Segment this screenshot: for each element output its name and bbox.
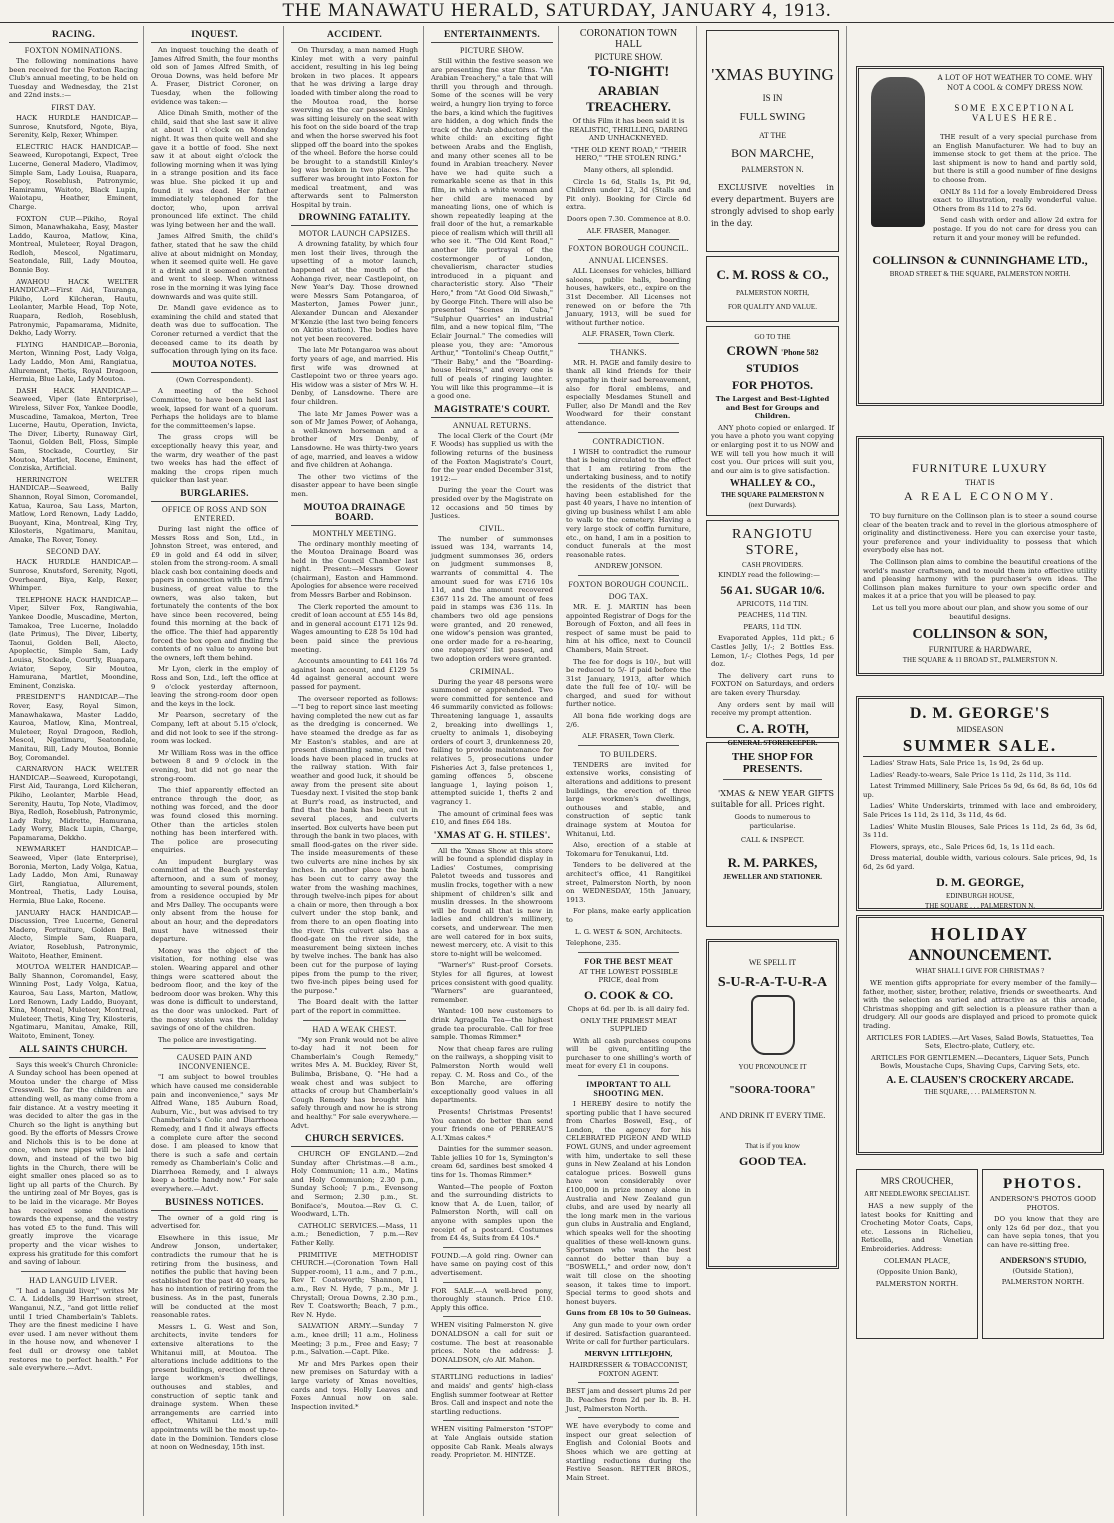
racing-heading: RACING. [9, 30, 138, 43]
column-7 [849, 26, 1111, 1516]
ad-text: Many others, all splendid. [583, 165, 674, 174]
ad-text: JEWELLER AND STATIONER. [722, 872, 823, 881]
article-paragraph: The thief apparently effected an entrance through the door, as nothing was forced, and the door was found closed this morning. Other than the articles stolen nothing has been interfered with. The police are prosecuting enquiries. [151, 786, 278, 855]
divider [443, 1368, 541, 1369]
ad-text: GO TO THE [754, 333, 791, 341]
article-paragraph: Money was the object of the visitation, for nothing else was stolen. Wearing apparel and other things were scattered about the bedroom floor, and the key of the bedroom door was broken. Why this was done is difficult to understand, as the door was unlocked. Part of the money stolen was the holiday savings of one of the children. [151, 946, 278, 1033]
article-paragraph: James Alfred Smith, the child's father, stated that he saw the child alive at about midnight on Monday, when it seemed quite well. He gave it a drink and it seemed contented and went to sleep. When witness rose in the morning it was lying face downwards and was quite still. [151, 232, 278, 301]
contradiction-heading: CONTRADICTION. [592, 436, 665, 446]
drowning-heading: DROWNING FATALITY. [291, 213, 418, 226]
race-entry: TELEPHONE HACK HANDICAP.—Viper, Silver Fox, Rangiwahia, Yankee Doodle, Muscadine, Merton, Tamakoa, Tree Lucerne, Inoladdo (late Primus), The Diver, Liberty, Taonui, Golden Bell, Alecto, Apoplectic, Simple Sam, Lady Louisa, Stockade, Courtly, Ruapara, Aviator, Sepoy, Sir Moutoa, Hamurana, Martlet, Moondine, Eminent, Conziska. [9, 595, 138, 690]
ad-text: ARTICLES FOR GENTLEMEN.—Decanters, Liquer Sets, Punch Bowls, Moustache Cups, Shaving Cups, Carving Sets, etc. [870, 1053, 1090, 1071]
ad-text: THE result of a very special purchase from an English Manufacturer. We had to buy an immense stock to get them at the price. The last shipment is now to hand and partly sold, but there is still a good number of fine designs to choose from. [933, 133, 1097, 184]
ad-text: (Opposite Union Bank), [876, 1268, 958, 1277]
article-paragraph: The other two victims of the disaster appear to have been single men. [291, 472, 418, 498]
ad-text: Ladies' Ready-to-wears, Sale Price 1s 11d, 2s 11d, 3s 11d. [870, 770, 1072, 779]
article-paragraph: CATHOLIC SERVICES.—Mass, 11 a.m.; Benediction, 7 p.m.—Rev Father Kelly. [291, 1221, 418, 1248]
divider [578, 1075, 679, 1076]
dress-illustration-wrap [863, 73, 933, 245]
dress-ad-text [933, 73, 1097, 245]
article-paragraph: The Board dealt with the latter part of the report in committee. [291, 998, 418, 1015]
ad-text: THE SQUARE . . . PALMERSTON N. [924, 901, 1036, 910]
race-entry: CARNARVON HACK WELTER HANDICAP.—Seaweed, Kuropotangi, First Aid, Tauranga, Lord Kilcheran, Pikiho, Leolanter, Marble Head, Serenity, Hautu, Top Note, Vladimov, Biya, Redloh, Roseblush, Patronymic, Lady Ruby, Midrette, Hamurana, Lady Worry, Black Lupin, Charge, Papamarama, Dekkho. [9, 765, 138, 842]
divider [578, 1382, 679, 1383]
ad-text: Doors open 7.30. Commence at 8.0. [566, 214, 691, 223]
holiday-title: HOLIDAY [930, 924, 1030, 944]
ad-text: ONLY 8s 11d for a lovely Embroidered Dress exact to illustration, really wonderful value. Others from 8s 11d to 27s 6d. [933, 187, 1097, 213]
foxton-nominations-heading: FOXTON NOMINATIONS. [24, 46, 123, 55]
column-4 [426, 26, 559, 1516]
ad-text: "THE OLD KENT ROAD," "THEIR HERO," "THE STOLEN RING." [570, 145, 687, 163]
race-entry: NEWMARKET HANDICAP.—Seaweed, Viper (late Enterprise), Boronia, Merton, Lady Volga, Katua, Lady Laddo, Mon Ami, Runaway Girl, Rangiatua, Allurement, Montreal, Thetis, Lady Louisa, Hermia, Blue Lake, Rocene. [9, 845, 138, 906]
race-entry: ELECTRIC HACK HANDICAP.—Seaweed, Kuropotangi, Expect, Tree Lucerne, General Madero, Vladimov, Simple Sam, Lady Louisa, Ruapara, Sepoy, Roseblush, Patronymic, Hamiramu, Waitoto, Black Lupin, Waiotapu, Heather, Eminent, Charge. [9, 142, 138, 211]
article-paragraph: Wanted: 100 new customers to drink Agragella Tea—the highest grade tea procurable. Call for free sample. Thomas Rimmer.* [431, 1007, 553, 1042]
ad-text: Tenders to be delivered at the architect's office, 41 Rangitikei street, Palmerston North, by noon on WEDNESDAY, 15th January, 1913. [566, 861, 691, 904]
ad-text: PEARS, 11d TIN. [743, 622, 802, 631]
article-paragraph: The late Mr James Power was a son of Mr James Power, of Aohanga, a well-known horseman and a brother of Mrs Denby, of Lansdowne. He was thirty-two years of age, married, and leaves a widow and five children at Aohanga. [291, 409, 418, 470]
suratura-tea-ad [706, 939, 839, 1269]
nominations-intro: The following nominations have been received for the Foxton Racing Club's annual meeting, to be held on Tuesday and Wednesday, the 21st and 22nd insts.:— [9, 57, 138, 100]
ad-text: With all cash purchases coupons will be given, entitling the purchaser to one shilling's worth of meat for every £1 in coupons. [566, 1036, 691, 1071]
ad-text: HAS a new supply of the latest books for Knitting and Crocheting Motor Coats, Caps, etc. Lessons in Richelieu, Reticella, and Venetian Embroideries. Address: [861, 1202, 973, 1253]
drainage-subheading: MONTHLY MEETING. [312, 528, 397, 538]
ad-text: YOU PRONOUNCE IT [738, 1063, 807, 1071]
second-day-heading: SECOND DAY. [46, 547, 101, 557]
ad-text: Ladies' Straw Hats, Sale Price 1s, 1s 9d, 2s 6d up. [870, 759, 1044, 767]
article-paragraph: The owner of a gold ring is advertised for. [151, 1213, 278, 1231]
column-1 [4, 26, 144, 1516]
civil-subheading: CIVIL. [479, 523, 505, 533]
race-entry: FOXTON CUP.—Pikiho, Royal Simon, Manawhakaha, Easy, Master Laddo, Kauroa, Matlow, Kina, Montreal, Muleteer, Royal Dragon, Redloh, Mescol, Ngatimaru, Seatondale, Rill, Lady Moutoa, Bonnie Boy. [9, 214, 138, 275]
croucher-name: MRS CROUCHER, [880, 1176, 954, 1186]
ad-text: Evaporated Apples, 11d pkt.; 6 Castles Jelly, 1/-; 2 Bottles Ess. Lemon, 1/-; Clothes Pegs, 1d per doz. [711, 634, 834, 669]
article-paragraph: The Clerk reported the amount to credit of loan account at £55 14s 8d, and in general account £171 12s 9d. Wages amounting to £28 5s 10d had been paid since the previous meeting. [291, 602, 418, 654]
ad-text: GOOD TEA. [738, 1154, 807, 1168]
article-paragraph: An impudent burglary was committed at the Beach yesterday afternoon, and a sum of money, amounting to several pounds, stolen from a residence occupied by Mr and Mrs Dalley. The occupants were only absent from the house for about an hour, and the depredators must have witnessed their departure. [151, 857, 278, 944]
ad-text: FURNITURE & HARDWARE, [928, 645, 1032, 655]
ad-text: "SOORA-TOORA" [729, 1085, 816, 1096]
ad-text: A REAL ECONOMY. [903, 489, 1056, 503]
article-paragraph: All the 'Xmas Show at this store will be found a splendid display in Ladies' Costumes, comprising Paletot tweeds and tussores and muslin frocks, together with a new shipment of children's silk and muslin dresses. In the showroom will be found all that is new in ladies and children's millinery, corsets, and underwear. The men are well catered for in box suits, newest mercery, etc. A visit to this store to-night will be welcomed. [431, 846, 553, 958]
ad-text: APRICOTS, 11d TIN. [736, 599, 809, 608]
ad-text: THE SQUARE & 11 BROAD ST., PALMERSTON N. [902, 656, 1058, 665]
ad-text: THE SQUARE PALMERSTON N [720, 491, 824, 500]
ad-text: I HEREBY desire to notify the sporting public that I have secured from Charles Boswell, Esq., of London, the agency for his CELEBRATED PIGEON AND WILD FOWL GUNS, and under agreement with him, undertake to sell these guns in New Zealand at his London catalogue prices. Boswell guns have won considerably over £100,000 in prize money alone in Australia and New Zealand gun clubs, and are used by nearly all the long mark men in the various gun clubs in Australia and England, which speaks well for the shooting qualities of these well-known guns. Sportsmen who want the best cannot do better than buy a "BOSWELL," and order now, don't wait till close on the shooting season, it takes time to import. Special terms to good shots and honest buyers. [566, 1100, 691, 1306]
article-paragraph: Now that cheap fares are ruling on the railways, a shopping visit to Palmerston North would well repay. C. M. Ross and Co., of the Bon Marche, are offering exceptionally good values in all departments. [431, 1044, 553, 1105]
dress-illustration-icon [871, 77, 925, 227]
divider [443, 1420, 541, 1421]
first-day-heading: FIRST DAY. [51, 102, 96, 112]
dm-george-name: D. M. GEORGE, [936, 874, 1024, 889]
xmas-buying-title: 'XMAS BUYING [711, 65, 834, 84]
ad-text: EDINBURGH HOUSE, [945, 891, 1015, 900]
ad-text: ONLY THE PRIMEST MEAT SUPPLIED [580, 1016, 677, 1034]
ad-text: (next Durwards). [748, 501, 797, 510]
coronation-picture-show: PICTURE SHOW. [594, 52, 663, 62]
annual-returns-subheading: ANNUAL RETURNS. [452, 420, 532, 430]
article-paragraph: "I am subject to bowel troubles which have caused me considerable pain and inconvenience," says Mr Alfred Wane, 185 Auburn Road, Auburn, Vic., but was advised to try Chamberlain's Colic and Diarrhoea Remedy, and I find it always effects a complete cure after the second dose. I am pleased to know that there is such a safe and certain remedy as Chamberlain's Colic and Diarrhoea Remedy, and I always keep a bottle handy now." For sale everywhere.—Advt. [151, 1073, 278, 1194]
article-paragraph: An inquest touching the death of James Alfred Smith, the four months old son of James Alfred Smith, of Oroua Downs, was held before Mr A. Fraser, District Coroner, on Tuesday, when the following evidence was taken:— [151, 46, 278, 106]
clausen-name: A. E. CLAUSEN'S CROCKERY ARCADE. [886, 1074, 1074, 1086]
clausen-arcade-ad [856, 915, 1104, 1155]
divider [578, 343, 679, 344]
ad-text: FOR QUALITY AND VALUE. [728, 303, 817, 311]
divider [443, 1282, 541, 1283]
ad-text: Telephone, 235. [566, 939, 621, 948]
moutoa-notes-heading: MOUTOA NOTES. [151, 360, 278, 373]
cook-co-name: O. COOK & CO. [584, 987, 673, 1002]
ad-text: Ladies' White Underskirts, trimmed with lace and embroidery, Sale Prices 1s 11d, 2s 11d, 3s 11d, 4s 6d. [863, 802, 1097, 819]
race-entry: JANUARY HACK HANDICAP.—Discussion, Tree Lucerne, General Madero, Fortraiture, Golden Bell, Alecto, Simple Sam, Ruapara, Aviator, Roseblush, Patronymic, Waitoto, Heather, Eminent. [9, 908, 138, 960]
divider [578, 575, 679, 576]
crown-phone: 'Phone 582 [780, 348, 819, 357]
race-entry: PRESIDENT'S HANDICAP.—The Rover, Easy, Royal Simon, Manawhakawa, Master Laddo, Kauroa, Matlow, Kina, Montreal, Muleteer, Royal Dragoon, Redloh, Mescol, Ngatimaru, Seatondale, Manitau, Rill, Lady Moutoa, Bonnie Boy, Coromandel. [9, 693, 138, 762]
ad-text: Send cash with order and allow 2d extra for postage. If you do not care for dress you can return it and your money will be refunded. [933, 216, 1097, 242]
divider [578, 952, 679, 953]
picture-show-subheading: PICTURE SHOW. [459, 46, 525, 55]
race-entry: HERRINGTON WELTER HANDICAP.—Seaweed, Bally Shannon, Royal Simon, Coromandel, Katua, Kauroa, Sau Lass, Marton, Matlow, Lord Renown, Lady Laddo, Buoyant, Kina, Montreal, King Try, Kilosteris, Ngatimaru, Manitau, Amake, The Rover, Toney. [9, 475, 138, 544]
article-paragraph: The overseer reported as follows:—"I beg to report since last meeting having completed the new cut as far as the dredging is concerned. We have steamed the dredge as far as Mr Easton's stables, and are at present dismantling same, and two loads have been placed in trucks at the railway station. With fair weather and good luck, it should be away from the present site about Tuesday next. I visited the stop bank at Burr's road, as instructed, and find that the bank has been cut in several places, and culverts inserted. Box culverts have been put through the bank in two places, with small flood-gates on the river side. The inside measurements of these two culverts are nine inches by six inches. In another place the bank has been cut to carry away the water from the washing machines, through twelve-inch pipes for about a chain or more, then through a box culvert under the stop bank, and from there to an open floating into the river. This culvert also has a flood-gate on the river side, the measurement being sixteen inches by twelve inches. The bank has also been cut for the purpose of laying pipes from the pump to the river, two five-inch pipes being used for the purpose." [291, 694, 418, 995]
divider [443, 1316, 541, 1317]
ad-text: ART NEEDLEWORK SPECIALIST. [864, 1190, 970, 1198]
parkes-ad [706, 742, 839, 927]
ad-text: PEACHES, 11d TIN. [737, 611, 808, 620]
race-entry: DASH HACK HANDICAP.—Seaweed, Viper (late Enterprise), Wireless, Silver Fox, Yankee Doodle, Muscadine, Tamakoa, Merton, Tree Lucerne, Hautu, Operation, Invicta, The Diver, Liberty, Runaway Girl, Taonui, Golden Bell, Floss, Simple Sam, Stockade, Courtley, Sir Moutoa, Martlet, Rocene, Eminent, Conziska, Artificial. [9, 386, 138, 473]
best-meat-heading: FOR THE BEST MEAT [584, 956, 673, 966]
croucher-ad [856, 1169, 978, 1339]
article-paragraph: CHURCH OF ENGLAND.—2nd Sunday after Christmas.—8 a.m., Holy Communion; 11 a.m., Matins and Holy Communion; 2.30 p.m., Sunday School; 7 p.m., Evensong and Sermon; 2.30 p.m., St. Boniface's, Moutoa.—Rev G. C. Woodward, L.Th. [291, 1150, 418, 1219]
ad-text: CASH PROVIDERS. [741, 561, 804, 569]
ad-text: PALMERSTON NORTH, [735, 289, 810, 297]
all-saints-heading: ALL SAINTS CHURCH. [9, 1045, 138, 1058]
inquest-heading: INQUEST. [151, 30, 278, 43]
church-services-heading: CHURCH SERVICES. [291, 1134, 418, 1147]
ad-text: A LOT OF HOT WEATHER TO COME. WHY NOT A COOL & COMFY DRESS NOW. [937, 74, 1093, 92]
magistrates-court-heading: MAGISTRATE'S COURT. [431, 405, 553, 418]
shooting-men-heading: IMPORTANT TO ALL SHOOTING MEN. [586, 1080, 671, 1099]
article-paragraph: Mr Pearson, secretary of the Company, left at about 5.15 o'clock, and did not look to see if the strong-room was locked. [151, 711, 278, 746]
article-paragraph: Mr Lyon, clerk in the employ of Ross and Son, Ltd., left the office at 9 o'clock yesterday afternoon, leaving the strong-room door open and the keys in the lock. [151, 665, 278, 708]
divider [578, 745, 679, 746]
collinson-cunninghame-ad [856, 66, 1104, 406]
furniture-title: FURNITURE LUXURY [912, 461, 1048, 475]
annual-licenses-heading: ANNUAL LICENSES. [588, 256, 669, 266]
ad-signature: ALF. FRASER, Manager. [586, 226, 671, 235]
ad-text: For plans, make early application to [566, 907, 691, 924]
business-notices-heading: BUSINESS NOTICES. [151, 1198, 278, 1211]
coronation-hall-title: CORONATION TOWN HALL [579, 28, 678, 50]
dress-ad-body [863, 73, 1097, 245]
ad-text: STUDIOS [746, 361, 799, 375]
divider [578, 1417, 679, 1418]
ad-text: BROAD STREET & THE SQUARE, PALMERSTON NORTH. [889, 270, 1071, 279]
announcement-title: ANNOUNCEMENT. [908, 947, 1052, 964]
ad-text: Ladies' White Muslin Blouses, Sale Prices 1s 11d, 2s 6d, 3s 6d, 3s 11d. [863, 822, 1097, 840]
masthead: THE MANAWATU HERALD, SATURDAY, JANUARY 4, 1913. [0, 0, 1114, 23]
borough-council-heading: FOXTON BOROUGH COUNCIL. [568, 579, 689, 589]
article-paragraph: On Thursday, a man named Hugh Kinley met with a very painful accident, resulting in his leg being broken in two places. It appears that he was driving a large dray loaded with timber along the road to the Moutoa road, the horse swerving as the car passed. Kinley was sitting leisurely on the seat with his foot on the side board of the trap and when the horse swerved his foot slipped off the board into the spokes of the wheel. Before the horse could be brought to a standstill Kinley's leg was broken in two places. The sufferer was brought into Foxton for medical treatment, and was afterwards sent to Palmerston Hospital by train. [291, 46, 418, 209]
ad-text: MIDSEASON [956, 725, 1004, 734]
photos-title: PHOTOS. [1003, 1176, 1083, 1192]
article-paragraph: Accounts amounting to £41 16s 7d against loan account, and £129 5s 4d against general account were passed for payment. [291, 657, 418, 691]
ad-text: That is if you know [745, 1142, 800, 1150]
ad-text: DO you know that they are only 12s 6d per doz., that you can have sepia tones, that you can have re-sitting free. [987, 1215, 1099, 1249]
classified-ad: WHEN visiting Palmerston N. give DONALDSON a call for suit or costume. The best at reasonable prices. Note the address: J. DONALDSON, c/o Alf. Mahon. [431, 1321, 553, 1364]
ad-text: Chops at 6d. per lb. is all dairy fed. [567, 1004, 690, 1013]
rangiotu-name: RANGIOTU STORE, [731, 527, 814, 558]
ad-text: Latest Trimmed Millinery, Sale Prices 5s 9d, 6s 6d, 8s 6d, 10s 6d up. [863, 782, 1097, 799]
ad-text: ANDERSON'S PHOTOS GOOD PHOTOS. [989, 1195, 1097, 1212]
article-paragraph: Mr William Ross was in the office between 8 and 9 o'clock in the evening, but did not go near the strong-room. [151, 748, 278, 783]
article-paragraph: The number of summonses issued was 134, warrants 14, judgment summonses 36, orders on judgment summonses 8, warrants of committal 4. The amount sued for was £716 10s 11d, and the amount recovered £367 11s 2d. The amount of fees paid in stamps was £36 11s. In chambers two old age pensions were granted, and 20 renewed, one widow's pension was granted, one order made for a re-hearing, one ratepayers' list passed, and two adoption orders were granted. [431, 534, 553, 663]
dog-tax-heading: DOG TAX. [608, 591, 649, 601]
ad-text: EXCLUSIVE novelties in every department. Buyers are strongly advised to shop early in the day. [711, 183, 834, 228]
race-entry: AWAHOU HACK WELTER HANDICAP.—First Aid, Tauranga, Pikiho, Lord Kilcheran, Hautu, Leolanter, Marble Head, Top Note, Ruapara, Redloh, Roseblush, Patronymic, Papamarama, Midnite, Dekho, Lady Worry. [9, 277, 138, 338]
ad-text: 'XMAS & NEW YEAR GIFTS suitable for all. Prices right. [711, 789, 834, 809]
article-paragraph: Wanted—The people of Foxton and the surrounding districts to know that A. de Luen, tailor, of Palmerston North, will call on anyone with samples upon the receipt of a postcard. Costumes from £4 4s, Suits from £4 10s.* [431, 1182, 553, 1243]
ad-text: KINDLY read the following:— [718, 571, 820, 579]
article-paragraph: The local Clerk of the Court (Mr F. Woods) has supplied us with the following returns of the business of the Foxton Magistrate's Court, for the year ended December 31st, 1912:— [431, 431, 553, 483]
bottom-ads-row [854, 1165, 1106, 1343]
ad-text: WHAT SHALL I GIVE FOR CHRISTMAS ? [915, 967, 1045, 975]
classified-ad: FOR SALE.—A well-bred pony, thoroughly staunch. Price £10. Apply this office. [431, 1286, 553, 1312]
classified-ad: FOUND.—A gold ring. Owner can have same on paying cost of this advertisement. [431, 1251, 553, 1277]
ad-text: TO buy furniture on the Collinson plan is to steer a sound course clear of the beaten track and to revel in the glorious atmosphere of originality and distinctiveness. Here you can exercise your taste, your preference and your individuality to possess that which everybody else has not. [863, 512, 1097, 555]
race-entry: FLYING HANDICAP.—Boronia, Merton, Winning Post, Lady Volga, Lady Laddo, Mon Ami, Rangiatua, Allurement, Thetis, Royal Dragoon, Hermia, Blue Lake, Lady Moutoa. [9, 340, 138, 384]
ad-text: Any gun made to your own order if desired. Satisfaction guaranteed. Write or call for further particulars. [566, 1320, 691, 1347]
ad-text: FOR PHOTOS. [731, 378, 814, 392]
ad-text: CALL & INSPECT. [740, 836, 805, 845]
xmas-stiles-heading: 'XMAS AT G. H. STILES'. [431, 831, 553, 844]
ad-text: THE SQUARE, . . . PALMERSTON N. [924, 1087, 1036, 1096]
accident-heading: ACCIDENT. [291, 30, 418, 43]
dm-george-title: D. M. GEORGE'S [909, 705, 1051, 722]
ad-text: ANY photo copied or enlarged. If you have a photo you want copying or enlarging post it to us NOW and WE will tell you how much it will cost you. Our prices will suit you, and our aim is to give satisfaction. [711, 423, 834, 475]
to-builders-heading: TO BUILDERS. [599, 749, 658, 759]
summer-sale-title: SUMMER SALE. [863, 736, 1097, 757]
ad-signature: L. G. WEST & SON, Architects. [574, 927, 683, 936]
divider [303, 1020, 406, 1021]
article-paragraph: Alice Dinah Smith, mother of the child, said that she last saw it alive at about 11 o'clock on Monday night. It was then quite well and she gave it a bottle of food. She next saw it at about eight o'clock the following morning when it was lying in a strange position and its face was blue. She picked it up and found it was dead. Her father immediately telephoned for the doctor, who, upon arrival pronounced life extinct. The child was lying between her and the wall. [151, 109, 278, 229]
race-entry: HACK HURDLE HANDICAP.—Sunrose, Knutsford, Ngote, Biya, Serenity, Kelp, Rexer, Whimper. [9, 113, 138, 140]
ad-text: WE SPELL IT [748, 958, 797, 967]
caused-pain-heading: CAUSED PAIN AND INCONVENIENCE. [176, 1053, 253, 1072]
ad-text: IS IN [762, 93, 783, 103]
ross-co-ad [706, 256, 839, 322]
ad-text: Dress material, double width, various colours. Sale prices, 9d, 1s 6d, 2s 6d yard. [863, 854, 1097, 871]
ad-text: GENERAL STOREKEEPER. [727, 738, 818, 747]
collinson-son-name: COLLINSON & SON, [912, 627, 1048, 643]
ad-text: Guns from £8 10s to 50 Guineas. [566, 1309, 692, 1318]
ad-text: AT THE LOWEST POSSIBLE PRICE, deal from [579, 967, 678, 985]
divider [578, 239, 679, 240]
ad-signature: ALF. FRASER, Town Clerk. [582, 330, 675, 339]
crown-word: CROWN [726, 343, 778, 358]
coronation-film-title: ARABIAN TREACHERY. [586, 83, 671, 114]
article-paragraph: Dr. Mandl gave evidence as to examining the child and stated that death was due to suffocation. The Coroner returned a verdict that the deceased came to its death by suffocation through lying on its face. [151, 304, 278, 356]
ad-text: BON MARCHE, [731, 146, 814, 160]
weak-chest-heading: HAD A WEAK CHEST. [312, 1024, 397, 1034]
ad-text: Let us tell you more about our plan, and show you some of our beautiful designs. [871, 603, 1089, 621]
classified-ad: WHEN visiting Palmerston "STOP" at Yale Anglais outside station opposite Cab Rank. Meals always ready. Proprietor. M. HINTZE. [431, 1425, 553, 1460]
ad-text: MR. E. J. MARTIN has been appointed Registrar of Dogs for the Borough of Foxton, and all fees in respect of same must be paid to him at his office, next to Council Chambers, Main Street. [566, 602, 691, 654]
burglaries-heading: BURGLARIES. [151, 489, 278, 502]
ad-text: AND DRINK IT EVERY TIME. [719, 1111, 826, 1120]
entertainments-heading: ENTERTAINMENTS. [431, 30, 553, 43]
ad-text: Goods to numerous to particularise. [734, 813, 811, 830]
criminal-subheading: CRIMINAL. [469, 666, 515, 676]
ad-signature: ALF. FRASER, Town Clerk. [582, 732, 675, 741]
race-entry: HACK HURDLE HANDICAP.—Sunrose, Knutsford, Serenity, Ngoti, Overheard, Biya, Kelp, Rexer, Whimper. [9, 558, 138, 593]
dm-george-ad [856, 696, 1104, 911]
article-paragraph: Dainties for the summer season. Table jellies 10 for 1s, Symington's cream 6d, sardines best smoked 4 tins for 1s. Thomas Rimmer.* [431, 1145, 553, 1180]
ad-text: The fee for dogs is 10/-, but will be reduced to 5/- if paid before the 31st January, 1913, after which date the full fee of 10/- will be charged, and sued for without further notice. [566, 657, 691, 709]
drowning-subheading: MOTOR LAUNCH CAPSIZES. [298, 229, 411, 239]
shop-presents-title: THE SHOP FOR PRESENTS. [731, 751, 814, 775]
divider [163, 1048, 266, 1049]
ad-text: Also, erection of a stable at Tokomaru for Tenukanui, Ltd. [566, 841, 691, 858]
anderson-name: ANDERSON'S STUDIO, [999, 1255, 1087, 1265]
crown-studios-ad [706, 326, 839, 516]
ad-text: PALMERSTON NORTH. [1001, 1278, 1085, 1287]
ad-text: COLEMAN PLACE, [883, 1256, 951, 1265]
rangiotu-store-ad [706, 520, 839, 747]
anderson-studio-ad [982, 1169, 1104, 1339]
article-paragraph: A meeting of the School Committee, to have been held last week, lapsed for want of a quorum. Perhaps the holidays are to blame for the committeemen's lapse. [151, 387, 278, 430]
article-paragraph: The late Mr Potangaroa was about forty years of age, and married. His first wife was drowned at Castlepoint two or three years ago. His widow was a sister of Mrs W. H. Denby, of Lansdowne. There are four children. [291, 346, 418, 406]
ad-text: Circle 1s 6d, Stalls 1s, Pit 9d, Children under 12, 3d (Stalls and Pit only). Booking for Circle 6d extra. [566, 177, 691, 212]
borough-council-heading: FOXTON BOROUGH COUNCIL. [568, 244, 689, 254]
article-paragraph: The ordinary monthly meeting of the Moutoa Drainage Board was held in the Council Chamber last night. Present:—Messrs Gower (chairman), Easton and Hammond. Apologies for absence were received from Messrs Barber and Robinson. [291, 539, 418, 600]
burglaries-subheading: OFFICE OF ROSS AND SON ENTERED. [161, 504, 268, 523]
column-2 [146, 26, 284, 1516]
article-paragraph: During last night the office of Messrs Ross and Son, Ltd., in Johnston Street, was entered, and £9 in gold and £4 odd in silver, stolen from the strong-room. A small black cash box containing deeds and papers in connection with the firm's business, of great value to the owners, was also taken, but fortunately the contents of the box have since been recovered, being found this morning at the back of the office. The thief had apparently forced the box open and finding the contents of no value to anyone but the owners, left them behind. [151, 524, 278, 662]
ad-text: I WISH to contradict the rumour that is being circulated to the effect that I am retiring from the undertaking business, and to notify the residents of the district that having been established for the past 40 years, I have no intention of giving up business whilst I am able to walk to the cemetery. Having a very large stock of coffin furniture, etc., on hand, I am in a position to conduct funerals at the most reasonable rates. [566, 447, 691, 559]
article-paragraph: Says this week's Church Chronicle: A Sunday school has been opened at Moutoa under the charge of Miss Cresswell. So far the children are attending well, as many come from a fair distance. At a vestry meeting it was decided to alter the gas in the Church so the light is anything but good. By the efforts of Messrs Crowe and Nichols this is to be done at once, when new pipes will be laid down, and instead of the two big lights in the Church, there will be eight smaller ones placed so as to light up all parts of the Church. By the untiring zeal of Mr Boyes, gas is to be laid in the vicarage. Mr Boyes has received some donations towards the expense, and the vestry has voted £5 to the fund. This will greatly improve the vicarage property and the vicar wishes to express his gratitude for this comfort and saving of labour. [9, 1060, 138, 1267]
languid-liver-heading: HAD LANGUID LIVER. [29, 1275, 118, 1285]
ad-text: The delivery cart runs to FOXTON on Saturdays, and orders are taken every Thursday. [711, 671, 834, 697]
divider [443, 1247, 541, 1248]
article-paragraph: The grass crops will be exceptionally heavy this year, and the warm, dry weather of the past two weeks has had the effect of making the crops ripen much quicker than last year. [151, 433, 278, 485]
ad-signature: MERVYN LITTLEJOHN, [584, 1349, 673, 1358]
ad-text: WE mention gifts appropriate for every member of the family—father, mother, sister, brother, relative, friends or sweethearts. And with the selection as varied and attractive as at this arcade, Christmas shopping and gift selection is a pleasure rather than a drudgery. All our goods are displayed and priced to promote quick trading. [863, 979, 1097, 1030]
article-paragraph: Messrs L. G. West and Son, architects, invite tenders for extensive alterations to the Whitanui mill, at Moutoa. The alterations include additions to the present buildings, erection of three large workmen's dwellings, outhouses and stables, and construction of septic tank and drainage system. When these arrangements are carried into effect, Whitanui Ltd.'s mill appointments will be the most up-to-date in the Dominion. Tenders close at noon on Wednesday, 15th inst. [151, 1322, 278, 1452]
ad-text: (Outside Station), [1012, 1266, 1074, 1275]
divider [723, 779, 822, 780]
whalley-name: WHALLEY & CO., [729, 478, 816, 490]
ad-text: The Collinson plan aims to combine the beautiful creations of the world's master craftsmen, and to mould them into effective utility and pleasing harmony with the purchaser's own ideas. The Collinson plan makes furniture to your own specific order and makes it at a price that you will be pleased to pay. [863, 557, 1097, 601]
divider [21, 1271, 126, 1272]
ad-text: ALL Licenses for vehicles, billiard saloons, public halls, boarding houses, hawkers, etc., expire on the 31st December. All Licenses not renewed on or before the 7th January, 1913, will be sued for without further notice. [566, 267, 691, 327]
collinson-cunninghame-name: COLLINSON & CUNNINGHAME LTD., [872, 253, 1088, 268]
article-paragraph: "Warner's" Rust-proof Corsets. Styles for all figures, at lowest prices consistent with good quality. "Warners" are guaranteed, remember. [431, 961, 553, 1004]
suratura-name: S-U-R-A-T-U-R-A [717, 975, 828, 990]
article-paragraph: "My son Frank would not be alive to-day had it not been for Chamberlain's Cough Remedy," writes Mrs A. M. Buckley, River St, Bulimba, Brisbane, Q. "He had a weak chest and was subject to attacks of croup but Chamberlain's Cough Remedy has brought him safely through and now he is strong and healthy." For sale everywhere.—Advt. [291, 1035, 418, 1130]
column-6 [699, 26, 847, 1516]
ad-text: Of this Film it has been said it is REALISTIC, THRILLING, DARING AND UNHACKNEYED. [569, 117, 688, 143]
ross-name: C. M. ROSS & CO., [716, 267, 829, 282]
ad-text: FULL SWING [739, 111, 806, 123]
ad-text: All bona fide working dogs are 2/6. [566, 712, 691, 729]
ad-text: Flowers, sprays, etc., Sale Prices 6d, 1s, 1s 11d each. [870, 842, 1055, 851]
ad-text: AT THE [758, 131, 787, 140]
roth-name: C. A. ROTH, [736, 720, 809, 736]
crown-name [711, 343, 834, 359]
classified-ad: STARTLING reductions in ladies' and maids' and gents' high-class English summer footwear at Retter Bros. Call and inspect and note the startling reductions. [431, 1373, 553, 1416]
article-paragraph: Presents! Christmas Presents! You cannot do better than send your friends one of PERREAU'S A.I.'Xmas cakes.* [431, 1107, 553, 1142]
article-paragraph: PRIMITIVE METHODIST CHURCH.—(Coronation Town Hall Supper-room), 11 a.m., and 7 p.m., Rev T. Coatsworth; Shannon, 11 a.m., Rev N. Hyde, 7 p.m., Mr J. Chrystall; Oroua Downs, 2.30 p.m., Rev T. Coatsworth; Beach, 7 p.m., Rev N. Hyde. [291, 1250, 418, 1319]
article-paragraph: Still within the festive season we are presenting fine star films. "An Arabian Treachery," a tale that will thrill you through and through. Some of the scenes will be very weird, a hungry lion trying to force the bars, a kind which the fugitives are hidden, a dog which finds the track of the Arab abductors of the white child: an exciting fight between Arabs and the English, and many other scenes all to be found in Arabian treachery. Never have we had quite such a remarkable scene as that in this film, in which a white woman and her child are menaced by maneating lions, one of which is shown repeatedly leaping at the frail door of the hut, a remarkable piece of realism which will thrill all who see it. "The Old Kent Road," another life portrayal of the costermonger of London, chevalierism, character studies introduced in a piquant and characteristic story. Also "Their Hero," from "At Good Old Siwash," by George Fitch. There will also be presented "Scenes in Cuba," "Sulphur Quarries" an industrial film, and a new topical film, "The Eclair Journal." The comedies will please you, they are: "Amorous Arthur," "Tontolini's Cheap Outfit," "Their Baby," and the "Boarding-house Heiress," and every one is full of peals of ringing laughter. You will like this programme—it is a good one. [431, 57, 553, 401]
thanks-heading: THANKS. [610, 347, 647, 357]
ad-signature: ANDREW JONSON. [594, 562, 663, 571]
correspondent-note: (Own Correspondent). [176, 375, 253, 384]
column-5 [561, 26, 697, 1516]
article-paragraph: Elsewhere in this issue, Mr Andrew Jonson, undertaker, contradicts the rumour that he is retiring from the business, and notifies the public that having been established for the past 40 years, he has no intention of retiring from the business. As in the past, funerals will be conducted at the most reasonable rates. [151, 1233, 278, 1320]
ad-text: Any orders sent by mail will receive my prompt attention. [711, 700, 834, 718]
ad-text: PALMERSTON N. [741, 165, 804, 174]
parkes-name: R. M. PARKES, [727, 854, 818, 870]
ad-text: ARTICLES FOR LADIES.—Art Vases, Salad Bowls, Statuettes, Tea Sets, Electro-plate, Cutlery, etc. [866, 1033, 1094, 1051]
ad-text: THAT IS [965, 478, 995, 487]
classified-ad: WE have everybody to come and inspect our great selection of English and Colonial Boots and Shoes which we are getting at startling reductions during the Festive Season. RETTER BROS., Main Street. [566, 1422, 691, 1482]
ad-text: MR. H. PAGE and family desire to thank all kind friends for their sympathy in their sad bereavement, also for floral emblems, and especially Mesdames Stunell and Fuller, also Dr Mandl and the Rev Woodward for their constant attendance. [566, 358, 691, 428]
ad-text: 56 A1. SUGAR 10/6. [720, 582, 825, 597]
bon-marche-ad [706, 30, 839, 252]
divider [578, 432, 679, 433]
ad-text: TENDERS are invited for extensive works, consisting of alterations and additions to present buildings, the erection of three large workmen's dwellings, outhouses and stable, and construction of septic tank drainage system at Moutoa for Whitanui, Ltd. [566, 760, 691, 838]
classified-ad: BEST jam and dessert plums 2d per lb. Peaches from 2d per lb. B. H. Just, Palmerston North. [566, 1387, 691, 1413]
article-paragraph: The police are investigating. [158, 1035, 257, 1044]
collinson-son-ad [856, 436, 1104, 676]
ad-text: The Largest and Best-Lighted and Best for Groups and Children. [715, 395, 830, 421]
article-paragraph: Mr and Mrs Parkes open their new premises on Saturday with a large variety of Xmas novelties, cards and toys. Holly Leaves and Foxes Annual now on sale. Inspection invited.* [291, 1359, 418, 1411]
ad-signature: HAIRDRESSER & TOBACCONIST, FOXTON AGENT. [569, 1361, 688, 1378]
column-3 [286, 26, 424, 1516]
ad-text: PALMERSTON NORTH. [875, 1279, 959, 1288]
race-entry: MOUTOA WELTER HANDICAP.—Bally Shannon, Coromandel, Easy, Winning Post, Lady Volga, Katua, Kauroa, Sau Lass, Marton, Matlow, Lord Renown, Lady Laddo, Buoyant, Kina, Montreal, Muleteer, Montreal, Muleteer, Thetis, King Try, Kilosteris, Ngatimaru, Manitau, Amake, Rill, Waitoto, Eminent, Toney. [9, 963, 138, 1040]
article-paragraph: The amount of criminal fees was £10, and fines £64 18s. [431, 809, 553, 827]
ad-text: SOME EXCEPTIONAL VALUES HERE. [954, 103, 1076, 123]
article-paragraph: A drowning fatality, by which four men lost their lives, through the upsetting of a motor launch, happened at the mouth of the Aohanga river, near Castlepoint, on New Year's Day. Those drowned were Messrs Sam Potangaroa, of Masterton, James Power junr., Alexander Duncan and Alexander M'Kenzie (the last two being fencers on Akitio station). The bodies have not yet been recovered. [291, 240, 418, 343]
article-paragraph: During the year 48 persons were summoned or apprehended. Two were committed for sentence and 46 summarily convicted as follows: Threatening language 1, assaults 2, breaking into dwellings 1, cruelty to animals 1, disobeying orders of court 3, drunkenness 20, failing to provide maintenance for relatives 5, prosecutions under Fisheries Act 3, false pretences 1, gaming offences 5, obscene language 1, laying poison 1, attempted suicide 1, thefts 2 and vagrancy 1. [431, 677, 553, 806]
article-paragraph: SALVATION ARMY.—Sunday 7 a.m., knee drill; 11 a.m., Holiness Meeting; 3 p.m., Free and Easy; 7 p.m., Salvation.—Capt. Pike. [291, 1322, 418, 1357]
article-paragraph: During the year the Court was presided over by the Magistrate on 12 occasions and 50 times by Justices. [431, 486, 553, 521]
tea-tin-icon [751, 995, 795, 1055]
drainage-board-heading: MOUTOA DRAINAGE BOARD. [291, 503, 418, 526]
coronation-tonight: TO-NIGHT! [587, 64, 670, 80]
article-paragraph: "I had a languid liver," writes Mr C. A. Liddells, 39 Harrison street, Wanganui, N.Z., "and got little relief until I tried Chamberlain's Tablets. They are the finest medicine I have ever used. I am never without them in the house now, and whenever I feel dull or drowsy one tablet restores me to perfect health." For sale everywhere.—Advt. [9, 1286, 138, 1373]
